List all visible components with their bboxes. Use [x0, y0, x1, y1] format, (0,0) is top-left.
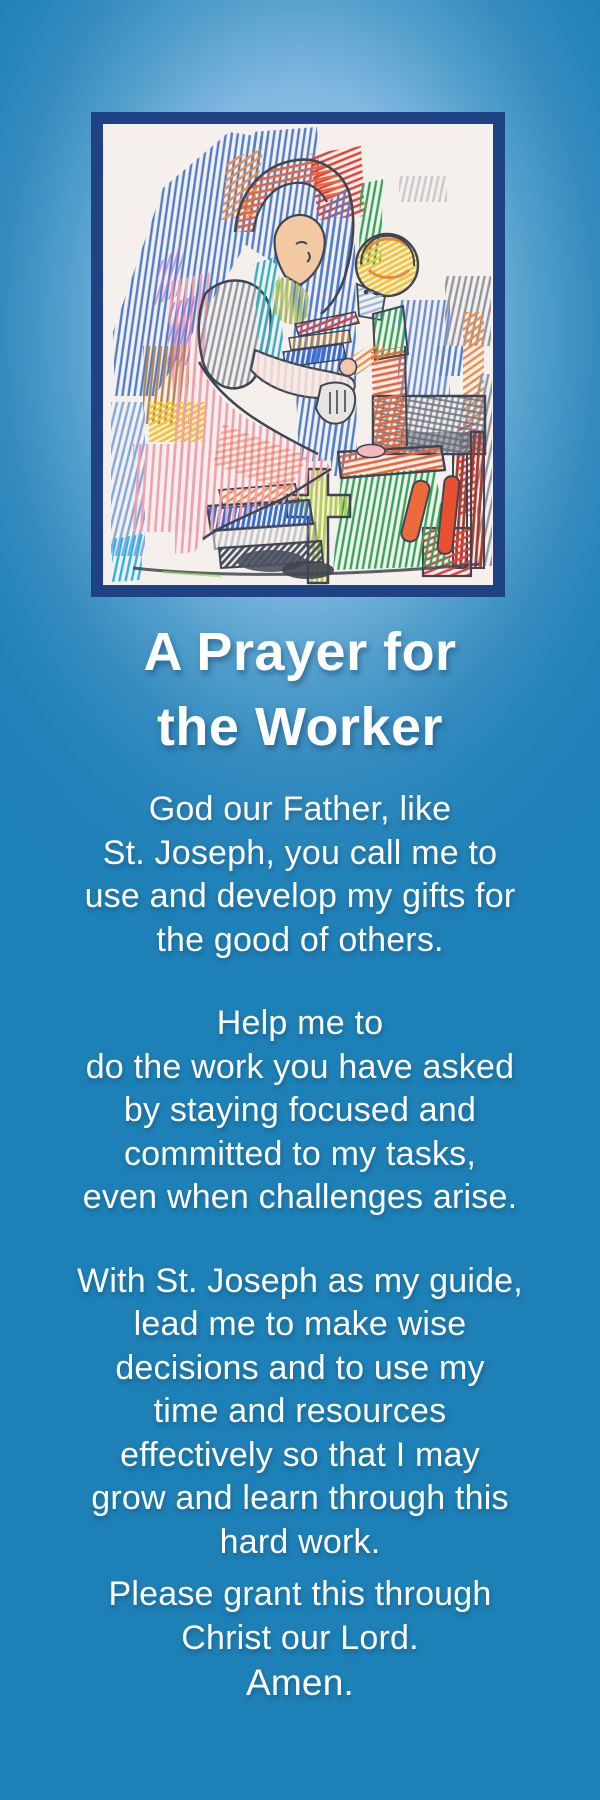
prayer-line: grow and learn through this	[91, 1479, 509, 1517]
title-line-2: the Worker	[156, 697, 444, 757]
prayer-line: by staying focused and	[123, 1091, 477, 1129]
prayer-line: decisions and to use my	[115, 1348, 485, 1387]
artwork-drawing	[103, 124, 493, 585]
prayer-line: hard work.	[219, 1522, 381, 1561]
prayer-line: Please grant this through	[108, 1575, 492, 1613]
prayer-paragraph-2	[0, 1002, 600, 1220]
amen-text: Amen.	[246, 1662, 354, 1703]
prayer-line: even when challenges arise.	[82, 1178, 518, 1216]
prayer-paragraph-4	[0, 1573, 600, 1660]
prayer-line: lead me to make wise	[133, 1305, 467, 1343]
prayer-line: effectively so that I may	[120, 1435, 480, 1474]
artwork-frame	[91, 112, 505, 597]
prayer-line: do the work you have asked	[85, 1047, 515, 1086]
prayer-line: committed to my tasks,	[123, 1134, 477, 1173]
prayer-line: St. Joseph, you call me to	[102, 833, 498, 872]
prayer-line: God our Father, like	[148, 790, 452, 828]
prayer-line: Help me to	[216, 1004, 384, 1042]
page-title	[0, 615, 600, 765]
prayer-text	[0, 788, 600, 1706]
title-line-1: A Prayer for	[143, 622, 457, 682]
prayer-line: time and resources	[153, 1392, 447, 1430]
prayer-paragraph-1	[0, 788, 600, 962]
prayer-line: use and develop my gifts for	[84, 877, 516, 915]
prayer-line: the good of others.	[156, 920, 444, 959]
prayer-line: Christ our Lord.	[181, 1618, 419, 1657]
prayer-line: With St. Joseph as my guide,	[77, 1261, 523, 1300]
prayer-paragraph-3	[0, 1260, 600, 1565]
